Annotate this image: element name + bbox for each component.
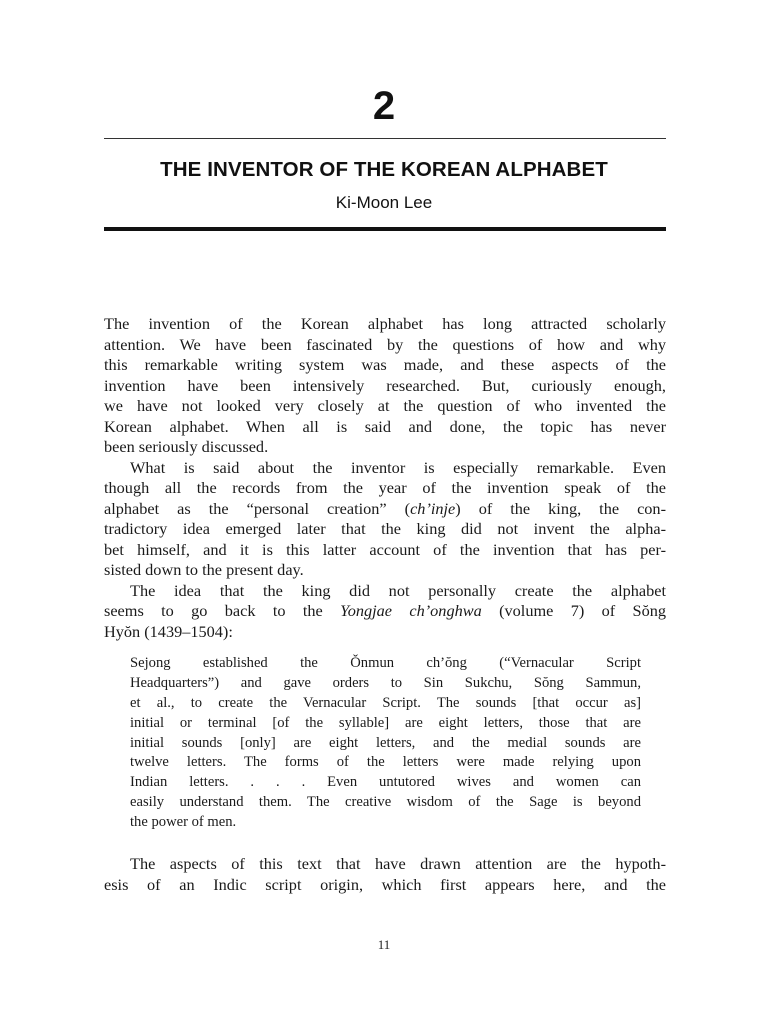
text-line [104, 601, 666, 622]
text-line: bet himself, and it is this latter account of the invention that has per- [104, 539, 666, 559]
italic-term: ch’inje [410, 498, 456, 518]
quote-line: initial sounds [only] are eight letters, and the medial sounds are [130, 734, 641, 751]
text-line: this remarkable writing system was made, and these aspects of the [104, 355, 666, 374]
quote-line: the power of men. [130, 814, 237, 831]
block-quote [130, 654, 641, 833]
paragraph-1 [104, 314, 666, 458]
chapter-number: 2 [372, 84, 396, 128]
text-line: been seriously discussed. [104, 437, 269, 456]
quote-line: Headquarters”) and gave orders to Sin Sukchu, Sŏng Sammun, [130, 674, 641, 691]
heading-rule [104, 227, 666, 231]
text-line: Hyŏn (1439–1504): [104, 621, 233, 641]
text-line: esis of an Indic script origin, which first appears here, and the [104, 874, 666, 894]
text-line: sisted down to the present day. [104, 560, 304, 579]
body-text [104, 314, 666, 642]
paragraph-2 [104, 458, 666, 581]
text-line: Korean alphabet. When all is said and done, the topic has never [104, 416, 666, 436]
text-line: tradictory idea emerged later that the king did not invent the alpha- [104, 519, 666, 538]
chapter-author: Ki-Moon Lee [335, 193, 433, 212]
text-run: alphabet as the “personal creation” ( [104, 498, 411, 518]
text-run: seems to go back to the [104, 601, 341, 620]
text-line: The idea that the king did not personally create the alphabet [130, 580, 666, 600]
italic-title: Yongjae ch’onghwa [340, 601, 482, 620]
text-line: though all the records from the year of the invention speak of the [104, 478, 666, 497]
quote-line: easily understand them. The creative wisdom of the Sage is beyond [130, 794, 641, 811]
quote-line: et al., to create the Vernacular Script. The sounds [that occur as] [130, 694, 641, 711]
text-line [104, 499, 666, 520]
chapter-title: THE INVENTOR OF THE KOREAN ALPHABET [160, 158, 608, 181]
paragraph-3 [104, 581, 666, 643]
text-line: The aspects of this text that have drawn attention are the hypoth- [130, 854, 666, 873]
paragraph-4 [104, 854, 666, 895]
quote-line: initial or terminal [of the syllable] are eight letters, those that are [130, 714, 641, 731]
text-line: The invention of the Korean alphabet has long attracted scholarly [104, 314, 666, 333]
quote-line: twelve letters. The forms of the letters were made relying upon [130, 754, 641, 771]
text-line: invention have been intensively researched. But, curiously enough, [104, 375, 666, 395]
quote-line: Sejong established the Ŏnmun ch’ŏng (“Vernacular Script [130, 655, 641, 671]
top-rule [104, 138, 666, 139]
page-number: 11 [377, 937, 391, 952]
text-line: we have not looked very closely at the question of who invented the [104, 396, 666, 415]
text-line: attention. We have been fascinated by the questions of how and why [104, 334, 666, 354]
text-run: ) of the king, the con- [455, 498, 666, 518]
text-line: What is said about the inventor is especially remarkable. Even [130, 457, 666, 477]
quote-line: Indian letters. . . . Even untutored wives and women can [130, 774, 641, 791]
text-run: (volume 7) of Sŏng [481, 601, 667, 620]
